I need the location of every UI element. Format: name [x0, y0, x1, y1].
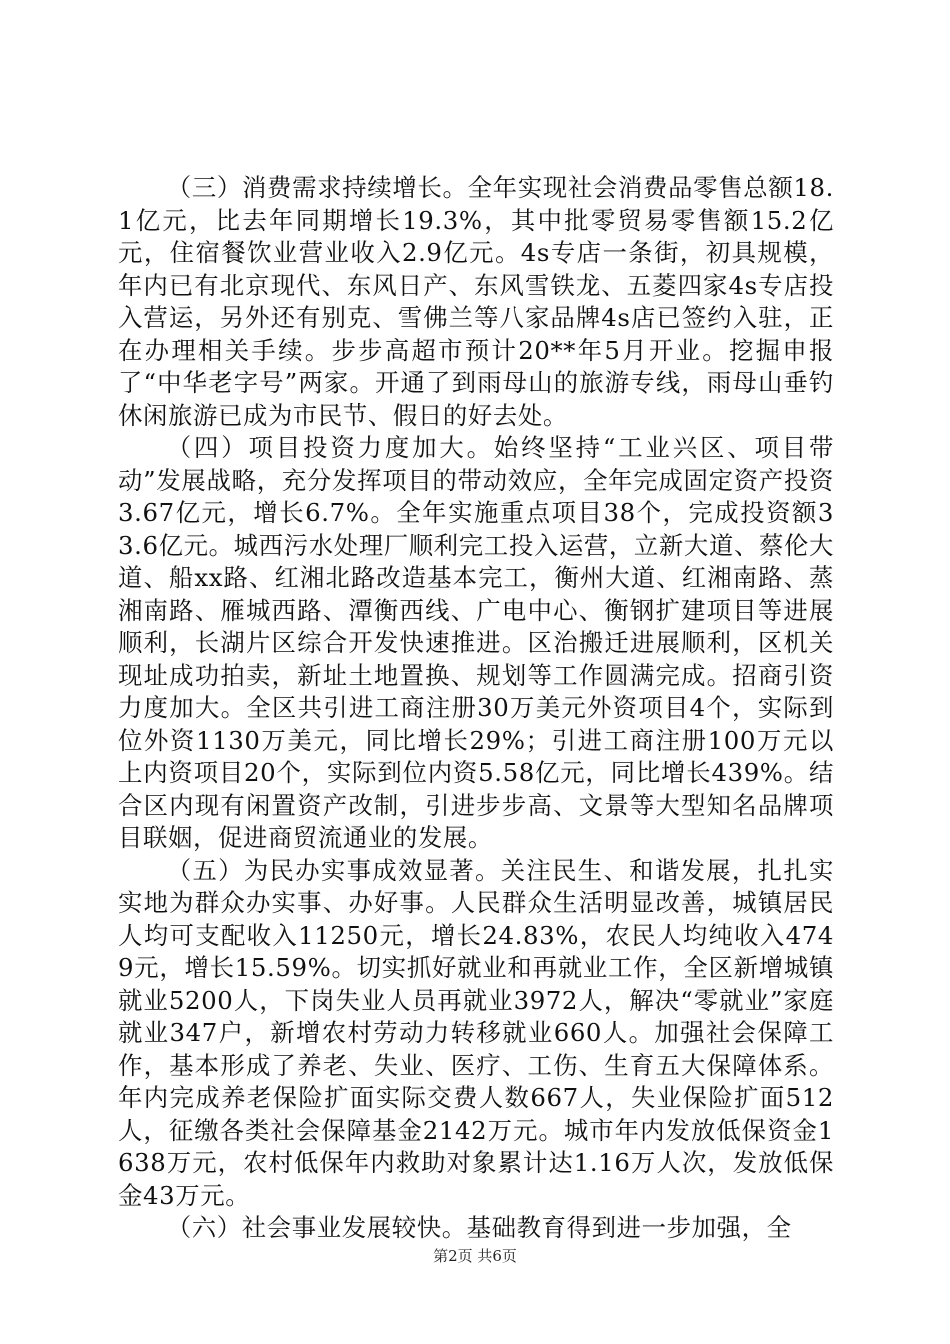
paragraph-social-affairs: （六）社会事业发展较快。基础教育得到进一步加强，全 [166, 1213, 792, 1242]
paragraph-consumption: （三）消费需求持续增长。全年实现社会消费品零售总额18.1亿元，比去年同期增长19.3%，其中批零贸易零售额15.2亿元，住宿餐饮业营业收入2.9亿元。4s专店一条街，初具规模，年内已有北京现代、东风日产、东风雪铁龙、五菱四家4s专店投入营运，另外还有别克、雪佛兰等八家品牌4s店已签约入驻，正在办理相关手续。步步高超市预计20**年5月开业。挖掘申报了“中华老字号”两家。开通了到雨母山的旅游专线，雨母山垂钓休闲旅游已成为市民节、假日的好去处。 [118, 173, 834, 430]
paragraph-investment: （四）项目投资力度加大。始终坚持“工业兴区、项目带动”发展战略，充分发挥项目的带动效应，全年完成固定资产投资3.67亿元，增长6.7%。全年实施重点项目38个，完成投资额33.6亿元。城西污水处理厂顺利完工投入运营，立新大道、蔡伦大道、船xx路、红湘北路改造基本完工，衡州大道、红湘南路、蒸湘南路、雁城西路、潭衡西线、广电中心、衡钢扩建项目等进展顺利，长湖片区综合开发快速推进。区治搬迁进展顺利，区机关现址成功拍卖，新址土地置换、规划等工作圆满完成。招商引资力度加大。全区共引进工商注册30万美元外资项目4个，实际到位外资1130万美元，同比增长29%；引进工商注册100万元以上内资项目20个，实际到位内资5.58亿元，同比增长439%。结合区内现有闲置资产改制，引进步步高、文景等大型知名品牌项目联姻，促进商贸流通业的发展。 [118, 433, 834, 852]
page-number: 第2页 共6页 [433, 1247, 517, 1265]
paragraph-public-services: （五）为民办实事成效显著。关注民生、和谐发展，扎扎实实地为群众办实事、办好事。人民群众生活明显改善，城镇居民人均可支配收入11250元，增长24.83%，农民人均纯收入4749元，增长15.59%。切实抓好就业和再就业工作，全区新增城镇就业5200人，下岗失业人员再就业3972人，解决“零就业”家庭就业347户，新增农村劳动力转移就业660人。加强社会保障工作，基本形成了养老、失业、医疗、工伤、生育五大保障体系。年内完成养老保险扩面实际交费人数667人，失业保险扩面512人，征缴各类社会保障基金2142万元。城市年内发放低保资金1638万元，农村低保年内救助对象累计达1.16万人次，发放低保金43万元。 [118, 855, 834, 1210]
document-body [118, 172, 834, 1245]
